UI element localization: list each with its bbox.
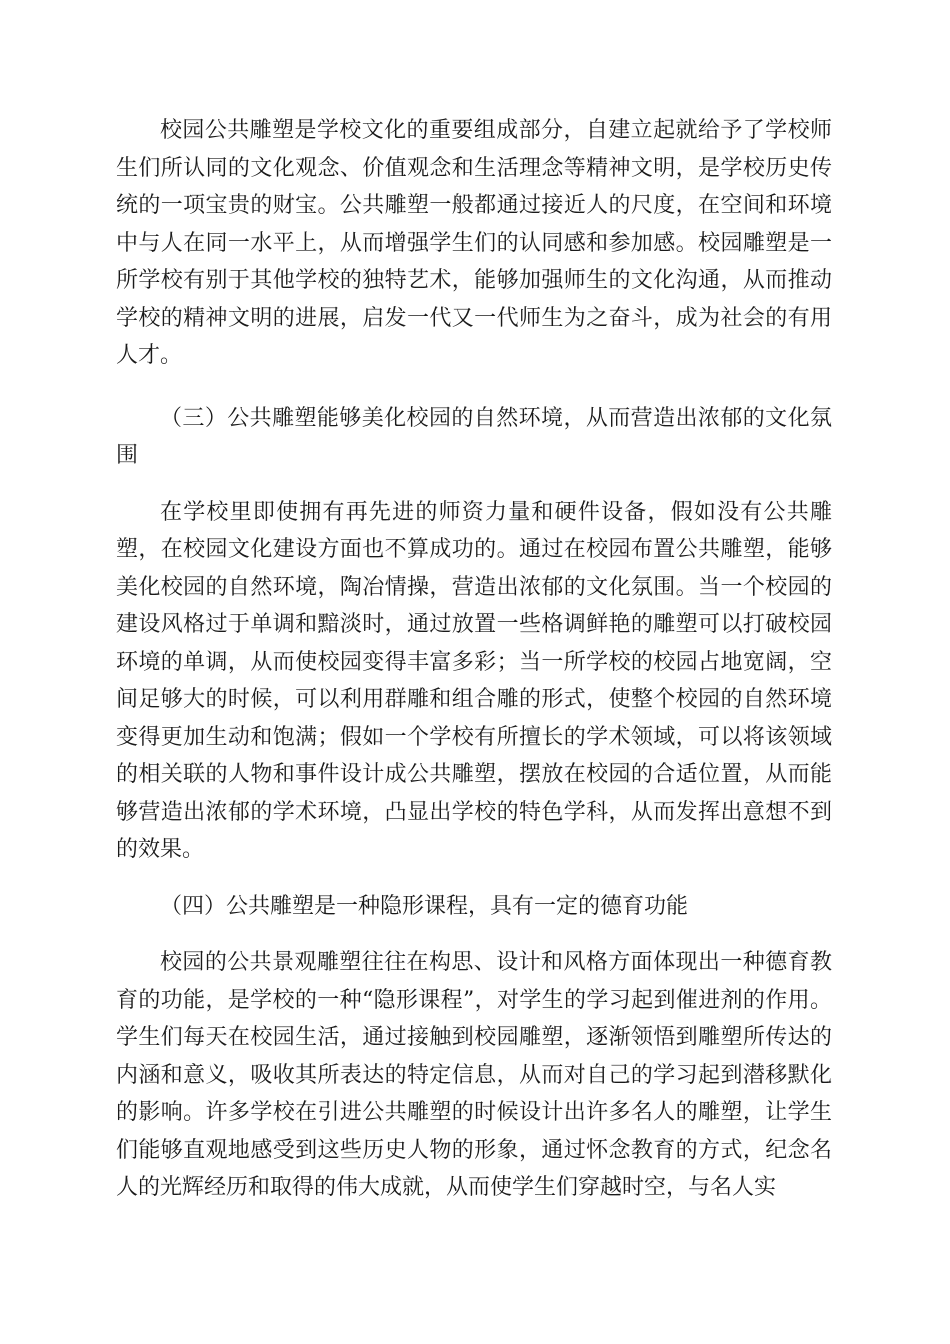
paragraph-beautify-environment: 在学校里即使拥有再先进的师资力量和硬件设备，假如没有公共雕塑，在校园文化建设方面也不算成功的。通过在校园布置公共雕塑，能够美化校园的自然环境，陶冶情操，营造出浓郁的文化氛围。当一个校园的建设风格过于单调和黯淡时，通过放置一些格调鲜艳的雕塑可以打破校园环境的单调，从而使校园变得丰富多彩；当一所学校的校园占地宽阔，空间足够大的时候，可以利用群雕和组合雕的形式，使整个校园的自然环境变得更加生动和饱满；假如一个学校有所擅长的学术领域，可以将该领域的相关联的人物和事件设计成公共雕塑，摆放在校园的合适位置，从而能够营造出浓郁的学术环境，凸显出学校的特色学科，从而发挥出意想不到的效果。 xyxy=(116,499,832,862)
section-heading-four: （四）公共雕塑是一种隐形课程，具有一定的德育功能 xyxy=(160,893,689,919)
document-body xyxy=(116,112,832,1207)
paragraph-campus-sculpture-culture: 校园公共雕塑是学校文化的重要组成部分，自建立起就给予了学校师生们所认同的文化观念、价值观念和生活理念等精神文明，是学校历史传统的一项宝贵的财宝。公共雕塑一般都通过接近人的尺度，在空间和环境中与人在同一水平上，从而增强学生们的认同感和参加感。校园雕塑是一所学校有别于其他学校的独特艺术，能够加强师生的文化沟通，从而推动学校的精神文明的进展，启发一代又一代师生为之奋斗，成为社会的有用人才。 xyxy=(116,118,832,368)
section-heading-three: （三）公共雕塑能够美化校园的自然环境，从而营造出浓郁的文化氛围 xyxy=(116,405,832,468)
paragraph-hidden-curriculum: 校园的公共景观雕塑往往在构思、设计和风格方面体现出一种德育教育的功能，是学校的一种“隐形课程”，对学生的学习起到催进剂的作用。学生们每天在校园生活，通过接触到校园雕塑，逐渐领悟到雕塑所传达的内涵和意义，吸收其所表达的特定信息，从而对自己的学习起到潜移默化的影响。许多学校在引进公共雕塑的时候设计出许多名人的雕塑，让学生们能够直观地感受到这些历史人物的形象，通过怀念教育的方式，纪念名人的光辉经历和取得的伟大成就，从而使学生们穿越时空，与名人实 xyxy=(116,950,832,1200)
